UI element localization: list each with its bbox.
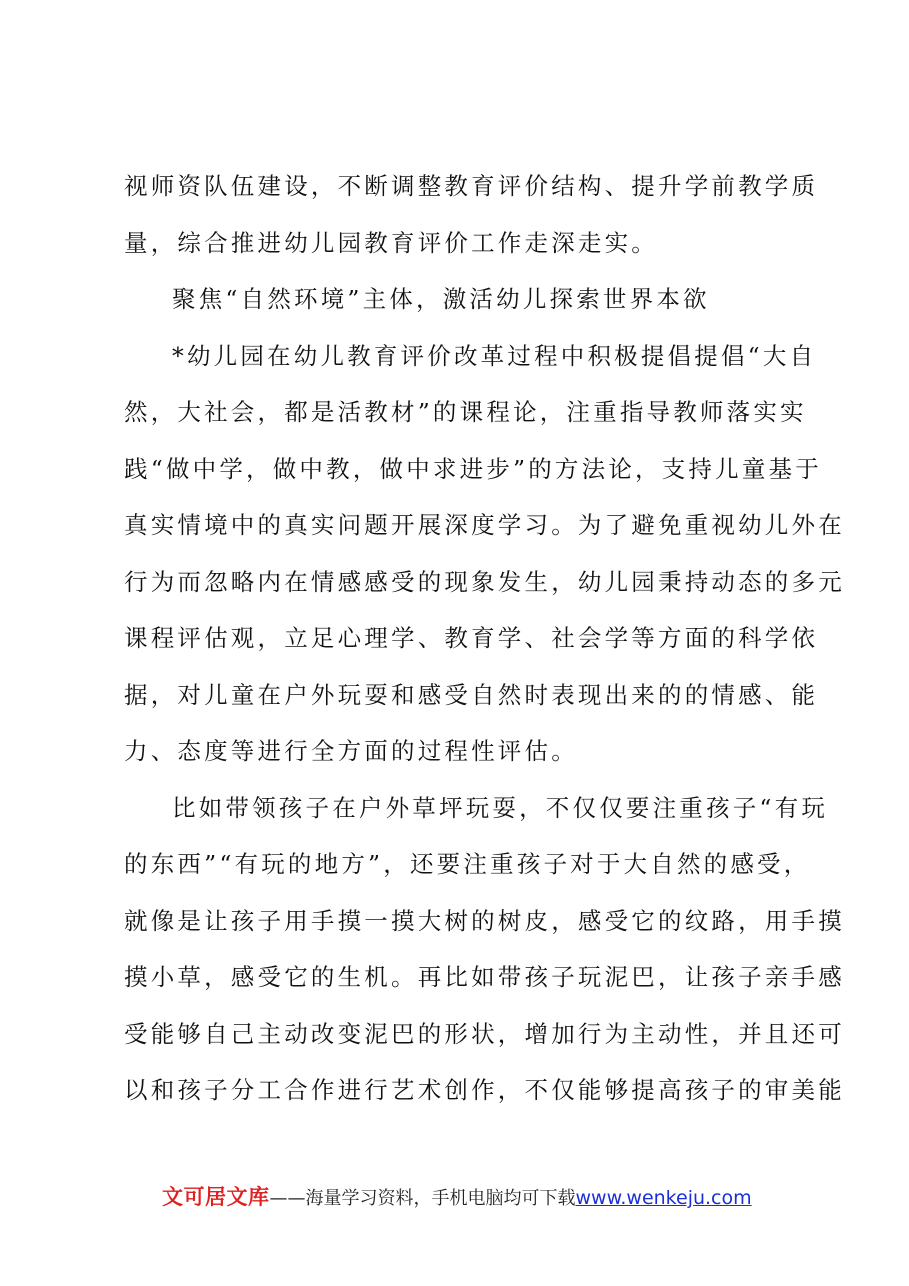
text-line: 以和孩子分工合作进行艺术创作，不仅能够提高孩子的审美能 [124,1076,845,1104]
text-line: 课程评估观，立足心理学、教育学、社会学等方面的科学依 [124,624,819,652]
text-line: 受能够自己主动改变泥巴的形状，增加行为主动性，并且还可 [124,1019,845,1048]
text-line: 力、态度等进行全方面的过程性评估。 [124,737,578,765]
text-line: 比如带领孩子在户外草坪玩耍，不仅仅要注重孩子“有玩 [172,793,829,822]
text-line: 践“做中学，做中教，做中求进步”的方法论，支持儿童基于 [124,454,822,483]
text-line: 据，对儿童在户外玩耍和感受自然时表现出来的的情感、能 [124,680,819,709]
text-line: 视师资队伍建设，不断调整教育评价结构、提升学前教学质 [124,172,819,200]
text-line: 摸小草，感受它的生机。再比如带孩子玩泥巴，让孩子亲手感 [124,963,845,991]
footer-tagline: ——海量学习资料，手机电脑均可下载 [269,1188,576,1209]
text-line: *幼儿园在幼儿教育评价改革过程中积极提倡提倡“大自 [172,341,817,370]
footer-url-link[interactable]: www.wenkeju.com [575,1187,752,1209]
text-line: 量，综合推进幼儿园教育评价工作走深走实。 [124,228,658,257]
text-line: 的东西”“有玩的地方”，还要注重孩子对于大自然的感受， [124,850,811,878]
text-line: 就像是让孩子用手摸一摸大树的树皮，感受它的纹路，用手摸 [124,906,845,935]
footer-brand: 文可居文库 [162,1185,270,1209]
text-line: 真实情境中的真实问题开展深度学习。为了避免重视幼儿外在 [124,511,845,539]
text-line: 行为而忽略内在情感感受的现象发生，幼儿园秉持动态的多元 [124,567,845,596]
document-body [124,163,845,1124]
text-line: 然，大社会，都是活教材”的课程论，注重指导教师落实实 [124,398,807,426]
section-heading: 聚焦“自然环境”主体，激活幼儿探索世界本欲 [172,285,710,313]
page-footer [162,1183,752,1213]
